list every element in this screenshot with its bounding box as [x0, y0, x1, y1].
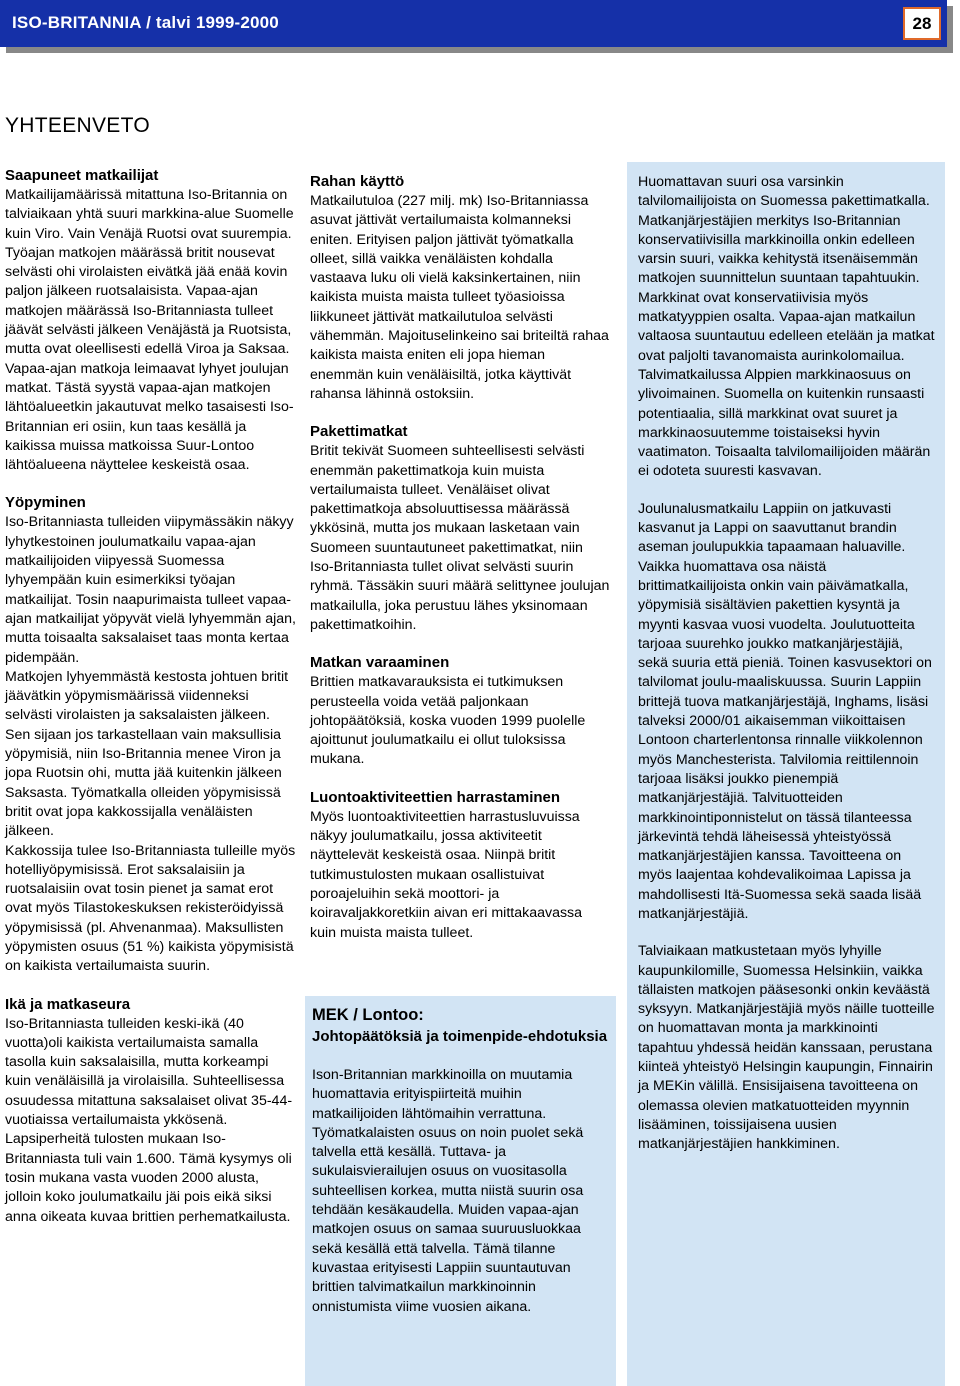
section-body-nature: Myös luontoaktiviteettien harrastusluvuissa näkyy joulumatkailu, jossa aktiviteetit näyttelevät keskeistä osaa. Niinpä britit tutkimustulosten mukaan osallistuivat poroajeluihin sekä moottori- ja koiravaljakkoretkiin aivan eri mittakaavassa kuin muista maista tulleet.: [310, 808, 583, 941]
section-body-age: Iso-Britanniasta tulleiden keski-ikä (40 vuotta)oli kaikista vertailumaista samalla tasolla kuin saksalaisilla, mutta korkeampi kuin venäläisillä ja virolaisilla. Suhteellisessa osuudessa mitattuna saksalaiset olivat 35-44-vuotiaissa vertailumaista ykkösenä. Lapsiperheitä tulosten mukaan Iso-Britanniasta tuli vain 1.600. Tämä kysymys oli tosin mukana vasta vuoden 2000 alusta, jolloin koko joulumatkailu jäi pois eikä siksi anna oikeata kuvaa brittien perhematkailusta.: [5, 1015, 293, 1225]
section-title-age: Ikä ja matkaseura: [5, 995, 131, 1013]
header-title: ISO-BRITANNIA / talvi 1999-2000: [12, 13, 279, 32]
middle-column: [310, 172, 610, 943]
section-body-overnight-2: Matkojen lyhyemmästä kestosta johtuen britit jäävätkin yöpymismäärissä viidenneksi selvästi virolaisten ja saksalaisten jälkeen. Sen sijaan jos tarkastellaan vain maksullisia yöpymisiä, niin Iso-Britannia menee Viron ja jopa Ruotsin ohi, mutta jää kuitenkin jälkeen Saksasta. Työmatkalla olleiden yöpymisissä britit ovat jopa kakkossijalla venäläisten jälkeen.: [5, 668, 289, 840]
page-number: 28: [903, 7, 941, 40]
right-paragraph-1: Huomattavan suuri osa varsinkin talvilomailijoista on Suomessa pakettimatkalla. Matkanjärjestäjien merkitys Iso-Britannian konservatiivisilla markkinoilla onkin edelleen varsin suuri, vaikka kehitystä itsenäisemmän matkojen suunnittelun suuntaan tapahtuukin. Markkinat ovat konservatiivisia myös matkatyyppien osalta. Vapaa-ajan matkailun valtaosa suuntautuu edelleen etelään ja matkat ovat paljolti tavanomaista aurinkolomailua. Talvimatkailussa Alppien markkinaosuus on ylivoimainen. Suomella on kuitenkin runsaasti potentiaalia, sillä markkinat ovat suuret ja markkinaosuutemme toistaiseksi hyvin vaatimaton. Toisaalta talvilomailijoiden määrän ei odoteta suuresti kasvavan.: [638, 174, 935, 480]
right-paragraph-2: Joulunalusmatkailu Lappiin on jatkuvasti kasvanut ja Lappi on saavuttanut brandin aseman joulupukkia tapaamaan haluaville. Vaikka huomattava osa näistä brittimatkailijoista onkin vain päivämatkalla, yöpymisiä sisältävien pakettien kysyntä ja myynti kasvaa vuosi vuodelta. Joulutuotteita tarjoaa suurehko joukko matkanjärjestäjiä, sekä suuria että pieniä. Toinen kasvusektori on talvilomat joulu-maaliskuussa. Suurin Lappiin brittejä tuova matkanjärjestäjä, Inghams, lisäsi talveksi 2000/01 aikaisemman viikoittaisen Lontoon charterlentonsa rinnalle viikkolennon myös Manchesterista. Talvilomia reittilennoin tarjoaa lisäksi joukko pienempiä matkanjärjestäjiä. Talvituotteiden markkinointiponnistelut on tässä tilanteessa järkevintä tehdä läheisessä yhteistyössä matkanjärjestäjien kanssa. Tavoitteena on myös laajentaa kohdevalikoimaa Lapissa ja mahdollisesti Itä-Suomessa sekä saada lisää matkanjärjestäjiä.: [638, 500, 932, 922]
page-title: YHTEENVETO: [5, 114, 150, 137]
section-title-booking: Matkan varaaminen: [310, 654, 450, 672]
section-body-packages: Britit tekivät Suomeen suhteellisesti selvästi enemmän pakettimatkoja kuin muista vertailumaista tulleet. Venäläiset olivat pakettimatkoja absoluuttisessa määrässä ykkösinä, mutta jos mukaan lasketaan vain Suomeen suuntautuneet pakettimatkat, niin Iso-Britanniasta tullet olivat selvästi suurin ryhmä. Tässäkin suuri määrä selittynee joulujan matkailulla, joka perustuu lähes yksinomaan pakettimatkoihin.: [310, 443, 610, 633]
section-body-arrivals: Matkailijamäärissä mitattuna Iso-Britannia on talviaikaan yhtä suuri markkina-alue Suomelle kuin Viro. Vain Venäjä Ruotsi ovat suurempia. Työajan matkojen määrässä britit nousevat selvästi ohi virolaisten eivätkä jää enää kovin paljon jälkeen ruotsalaisista. Vapaa-ajan matkojen määrässä Iso-Britanniasta tulleet jäävät selvästi jälkeen Venäjästä ja Ruotsista, mutta ovat oleellisesti edellä Viroa ja Saksaa. Vapaa-ajan matkoja leimaavat lyhyet joulujan matkat. Tästä syystä vapaa-ajan matkojen lähtöalueetkin jakautuvat melko tasaisesti Iso-Britannian eri osiin, kun taas kesällä ja kaikissa muissa matkoissa Suur-Lontoo lähtöalueena näyttelee keskeistä osaa.: [5, 187, 294, 474]
right-paragraph-3: Talviaikaan matkustetaan myös lyhyille kaupunkilomille, Suomessa Helsinkiin, vaikka tällaisten matkojen pääsesonki onkin keväästä syksyyn. Matkanjärjestäjiä myös näille tuotteille on huomattavan monta ja markkinointi tapahtuu yhdessä heidän kanssaan, perustana kiinteä yhteistyö Helsingin kaupungin, Finnairin ja MEKin välillä. Ensisijaisena tavoitteena on olemassa olevien matkatuotteiden myynnin lisääminen, toissijaisena uusien matkanjärjestäjien hankkiminen.: [638, 943, 935, 1153]
section-body-spending: Matkailutuloa (227 milj. mk) Iso-Britanniassa asuvat jättivät vertailumaista kolmanneksi eniten. Erityisen paljon jättivät työmatkalla olleet, sillä vaikka venäläisten kohdalla vastaava luku oli vielä kaksinkertainen, niin kaikista muista maista tulleet työasioissa liikkuneet jättivät matkailutuloa selvästi vähemmän. Majoituselinkeino sai briteiltä rahaa kaikista maista eniten eli jopa hieman enemmän kuin venäläisiltä, jotka käyttivät rahansa lähinnä ostoksiin.: [310, 193, 609, 402]
mek-heading: MEK / Lontoo:: [312, 1006, 424, 1024]
left-column: [5, 166, 298, 1227]
header-bar: [0, 0, 947, 47]
section-title-spending: Rahan käyttö: [310, 173, 405, 190]
section-title-arrivals: Saapuneet matkailijat: [5, 167, 159, 184]
section-title-nature: Luontoaktiviteettien harrastaminen: [310, 788, 561, 806]
right-column-box: [627, 162, 945, 1386]
section-body-booking: Brittien matkavarauksista ei tutkimuksen perusteella voida vetää paljonkaan johtopäätöksiä, koska vuoden 1999 puolelle ajoittunut joulumatkailu ei ollut tuloksissa mukana.: [310, 674, 586, 768]
section-title-packages: Pakettimatkat: [310, 423, 408, 441]
mek-body: Ison-Britannian markkinoilla on muutamia huomattavia erityispiirteitä muihin matkailijoiden lähtömaihin verrattuna. Työmatkalaisten osuus on noin puolet sekä talvella että kesällä. Tuttava- ja sukulaisvierailujen osuus on vuositasolla suhteellisen korkea, mutta niistä suurin osa tehdään kesäkaudella. Muiden vapaa-ajan matkojen osuus on samaa suuruusluokkaa sekä kesällä että talvella. Tämä tilanne kuvastaa erityisesti Lappiin suuntautuvan brittien talvimatkailun markkinoinnin onnistumista viime vuosien aikana.: [312, 1067, 584, 1315]
mek-subheading: Johtopäätöksiä ja toimenpide-ehdotuksia: [312, 1028, 608, 1045]
section-body-overnight-1: Iso-Britanniasta tulleiden viipymässäkin näkyy lyhytkestoinen joulumatkailu vapaa-ajan matkailijoiden viipyessä Suomessa lyhyempään kuin esimerkiksi työajan matkailijat. Tosin naapurimaista tulleet vapaa-ajan matkailijat yöpyvät vielä lyhyemmän ajan, mutta toisaalta saksalaiset taas monta kertaa pidempään.: [5, 514, 296, 666]
mek-box: [305, 996, 616, 1386]
section-body-overnight-3: Kakkossija tulee Iso-Britanniasta tulleille myös hotelliyöpymisissä. Erot saksalaisiin ja ruotsalaisiin ovat tosin pienet ja samat erot ovat myös Tilastokeskuksen rekisteröidyissä yöpymisissä (pl. Ahvenanmaa). Maksullisten yöpymisten osuus (51 %) kaikista yöpymisistä on kaikista vertailumaista suurin.: [5, 842, 296, 975]
section-title-overnight: Yöpyminen: [5, 494, 86, 512]
